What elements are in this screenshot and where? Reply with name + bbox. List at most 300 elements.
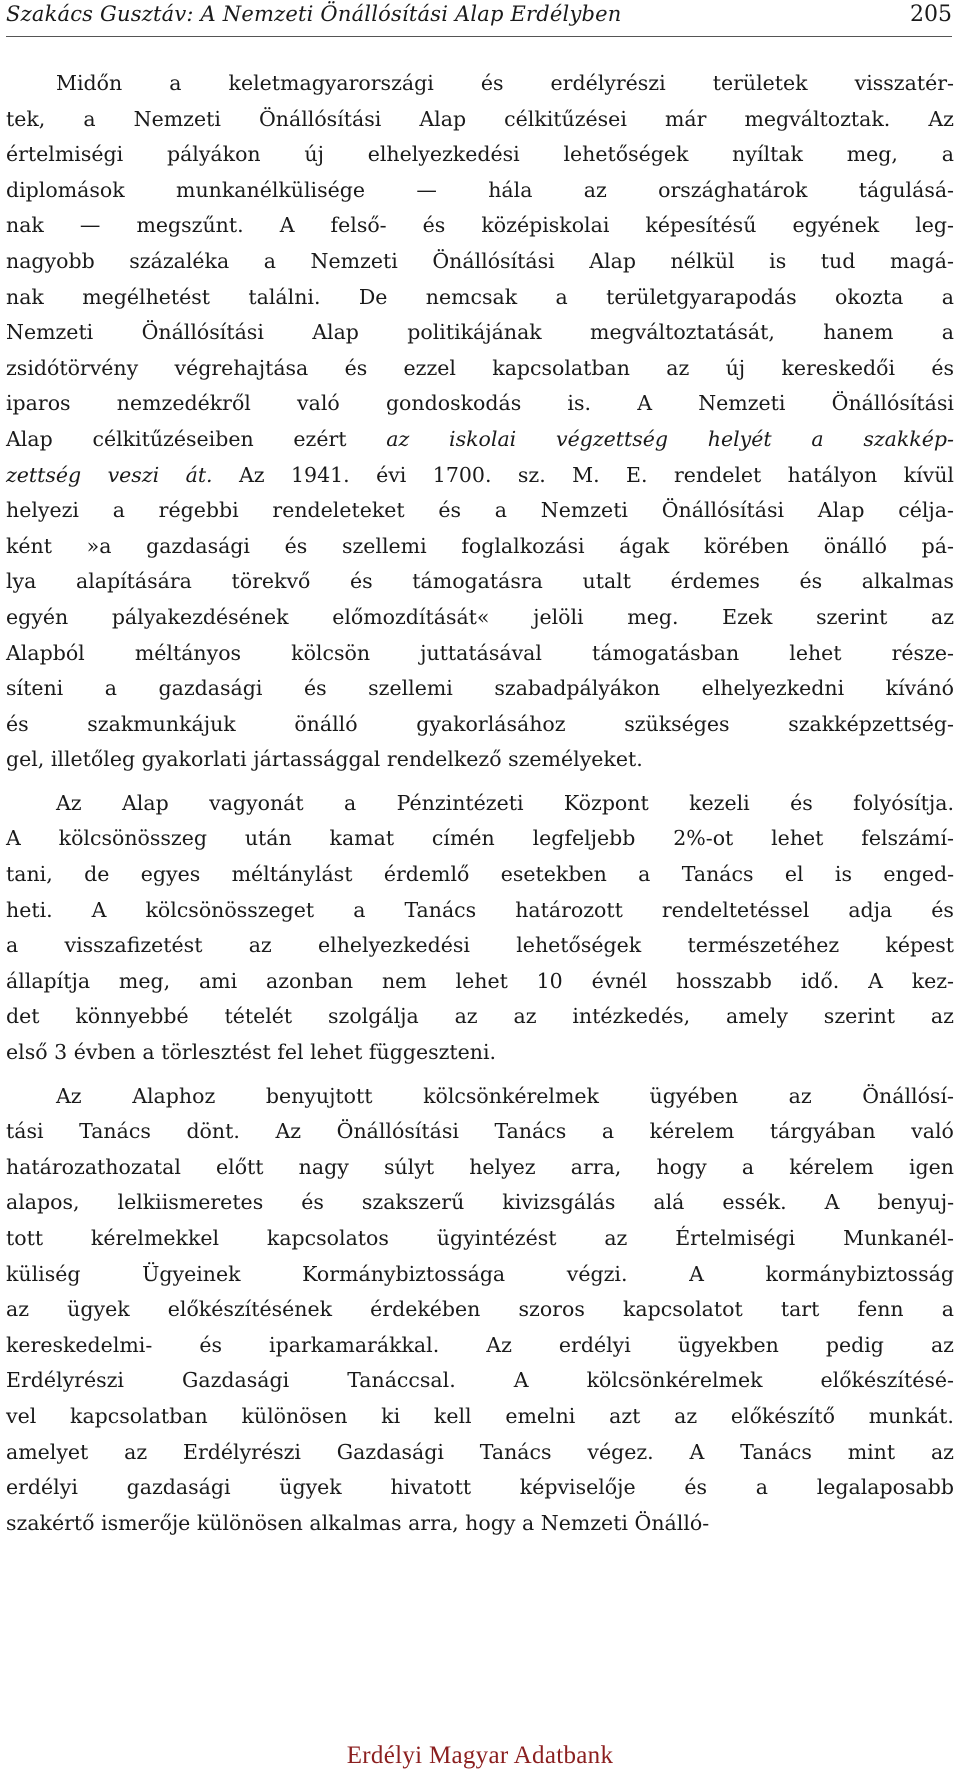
word: és xyxy=(301,1190,324,1215)
word: vel xyxy=(6,1403,37,1428)
word: hosszabb xyxy=(676,968,772,993)
word: százaléka xyxy=(129,248,230,273)
word: Értelmiségi xyxy=(675,1226,796,1250)
word: és xyxy=(344,355,368,380)
word: gyakorlásához xyxy=(416,711,566,736)
word: az xyxy=(666,355,690,380)
word: a xyxy=(941,320,954,345)
word: rendeltetéssel xyxy=(661,897,810,922)
word: zsidótörvény xyxy=(6,355,139,380)
word: szellemi xyxy=(368,676,453,701)
text-line xyxy=(6,244,954,280)
word: jártassággal xyxy=(253,747,381,772)
word: enged- xyxy=(883,862,954,887)
word: is. xyxy=(567,391,592,416)
word: E. xyxy=(626,462,648,487)
word: Tanács xyxy=(740,1439,812,1464)
text-line xyxy=(6,928,954,964)
word: érdekében xyxy=(370,1297,481,1322)
word: függeszteni. xyxy=(368,1040,497,1065)
word: a xyxy=(941,1297,954,1322)
word: ügyintézést xyxy=(436,1226,557,1250)
word: ami xyxy=(198,968,238,993)
word: iparos xyxy=(6,391,71,416)
word: A xyxy=(637,391,653,416)
word: iparkamarákkal. xyxy=(269,1332,440,1357)
word: hanem xyxy=(823,320,894,345)
word: célkitűzéseiben xyxy=(92,426,254,451)
word: szakképzettség- xyxy=(788,711,954,736)
word: az xyxy=(6,1297,30,1322)
word: és xyxy=(6,711,29,736)
word: kezeli xyxy=(689,790,750,815)
word: nak xyxy=(6,213,44,238)
word: Nemzeti xyxy=(310,248,398,273)
word: meg, xyxy=(846,142,898,167)
word: nyíltak xyxy=(732,142,803,167)
word: szükséges xyxy=(624,711,730,736)
text-line xyxy=(6,529,954,565)
text-line xyxy=(6,1506,954,1542)
word: könnyebbé xyxy=(75,1004,189,1029)
word: rendelkező xyxy=(386,747,502,772)
word: tart xyxy=(780,1297,820,1322)
word: erdélyi xyxy=(558,1332,631,1357)
word: Nemzeti xyxy=(540,1510,628,1535)
text-line xyxy=(6,1257,954,1293)
word: támogatásban xyxy=(592,640,740,665)
word: Tanáccsal. xyxy=(347,1368,456,1393)
word: kereskedelmi- xyxy=(6,1332,153,1357)
word: tud xyxy=(820,248,856,273)
word: tételét xyxy=(224,1004,293,1029)
word: Tanács xyxy=(479,1439,552,1464)
text-line xyxy=(6,1114,954,1150)
word: szerint xyxy=(823,1004,896,1029)
word: ügyek xyxy=(67,1297,130,1322)
word: Alaphoz xyxy=(132,1083,216,1108)
word: az xyxy=(674,1403,698,1428)
word: A xyxy=(513,1368,529,1393)
word: Erdélyrészi xyxy=(6,1368,124,1393)
word: nagyobb xyxy=(6,248,95,273)
word: méltánylást xyxy=(231,862,353,887)
word: Alap xyxy=(817,498,865,523)
word: síteni xyxy=(6,676,64,701)
word: okozta xyxy=(835,284,904,309)
word: és xyxy=(790,790,813,815)
word: ismerője xyxy=(101,1510,191,1535)
word: pedig xyxy=(825,1332,884,1357)
word: Önálló- xyxy=(634,1510,710,1535)
word: az xyxy=(930,604,954,629)
text-line xyxy=(6,964,954,1000)
word: kölcsönösszeg xyxy=(58,826,207,851)
word: ezzel xyxy=(403,355,456,380)
word: kívül xyxy=(903,462,954,487)
word: pályákon xyxy=(166,142,261,167)
word: és xyxy=(422,213,446,238)
word: meg. xyxy=(627,604,679,629)
word: Az xyxy=(275,1119,302,1144)
word: iskolai xyxy=(449,426,517,451)
word: a xyxy=(104,676,117,701)
word: tani, xyxy=(6,862,53,887)
text-line xyxy=(6,636,954,672)
word: rendeleteket xyxy=(272,498,405,523)
word: küliség xyxy=(6,1261,81,1286)
text-line xyxy=(6,1470,954,1506)
word: különösen xyxy=(241,1403,348,1428)
word: régebbi xyxy=(158,498,239,523)
word: elhelyezkedési xyxy=(367,142,520,167)
text-line xyxy=(6,999,954,1035)
body-text xyxy=(6,66,954,1541)
text-line xyxy=(6,1185,954,1221)
word: fel xyxy=(277,1040,304,1065)
word: a xyxy=(941,284,954,309)
text-line xyxy=(6,66,954,102)
word: gazdasági xyxy=(126,1475,231,1500)
word: De xyxy=(358,284,388,309)
word: legfeljebb xyxy=(532,826,636,851)
word: Az xyxy=(486,1332,512,1357)
word: az xyxy=(788,1083,812,1108)
word: szakértő xyxy=(6,1510,95,1535)
word: megélhetést xyxy=(82,284,211,309)
word: Nemzeti xyxy=(133,106,221,131)
text-line xyxy=(6,1328,954,1364)
word: és xyxy=(684,1475,708,1500)
word: országhatárok xyxy=(658,177,808,202)
word: Alap xyxy=(122,790,169,815)
text-line xyxy=(6,742,954,778)
text-line xyxy=(6,893,954,929)
word: szolgálja xyxy=(328,1004,419,1029)
word: és xyxy=(284,533,308,558)
word: egyes xyxy=(140,862,201,887)
word: A xyxy=(279,213,295,238)
word: képviselője xyxy=(519,1475,636,1500)
word: kapcsolatban xyxy=(492,355,630,380)
word: munkanélkülisége xyxy=(176,177,366,202)
word: személyeket. xyxy=(508,747,643,772)
word: Az xyxy=(56,1083,82,1108)
word: Pénzintézeti xyxy=(396,790,524,815)
word: Az xyxy=(238,462,265,487)
word: érdemes xyxy=(670,569,760,594)
word: szakszerű xyxy=(361,1190,465,1215)
word: felszámí- xyxy=(861,826,954,851)
word: az xyxy=(930,1439,954,1464)
word: ügyében xyxy=(649,1083,739,1108)
word: — xyxy=(79,213,101,238)
word: lya xyxy=(6,569,37,594)
word: Tanács xyxy=(494,1119,567,1144)
word: évi xyxy=(376,462,407,487)
word: nem xyxy=(381,968,427,993)
word: lehetőségek xyxy=(516,933,642,958)
word: dönt. xyxy=(186,1119,240,1144)
word: amelyet xyxy=(6,1439,89,1464)
word: adja xyxy=(848,897,893,922)
word: Központ xyxy=(563,790,649,815)
text-line xyxy=(6,315,954,351)
word: Tanács xyxy=(404,897,477,922)
word: ki xyxy=(381,1403,401,1428)
word: a xyxy=(941,142,954,167)
word: Kormánybiztossága xyxy=(302,1261,506,1286)
word: és xyxy=(303,676,327,701)
footer-watermark: Erdélyi Magyar Adatbank xyxy=(346,1742,614,1769)
word: Tanács xyxy=(681,862,754,887)
word: képesítésű xyxy=(645,213,757,238)
word: megváltoztak. xyxy=(744,106,891,131)
text-line xyxy=(6,458,954,494)
word: határozott xyxy=(515,897,623,922)
word: az xyxy=(604,1226,628,1250)
word: Önállósítási xyxy=(831,391,954,416)
word: kapcsolatban xyxy=(70,1403,208,1428)
word: — xyxy=(416,177,437,202)
word: törlesztést xyxy=(161,1040,271,1065)
word: pályakezdésének xyxy=(111,604,289,629)
word: Önállósítási xyxy=(336,1119,459,1144)
word: 2%-ot xyxy=(673,826,734,851)
word: ügyek xyxy=(279,1475,342,1500)
word: heti. xyxy=(6,897,53,922)
text-line xyxy=(6,1035,954,1071)
text-line xyxy=(6,600,954,636)
text-line xyxy=(6,102,954,138)
word: a xyxy=(638,862,651,887)
word: Alap xyxy=(312,320,359,345)
word: sz. xyxy=(517,462,546,487)
word: Nemzeti xyxy=(540,498,628,523)
word: vagyonát xyxy=(209,790,304,815)
word: kölcsönkérelmek xyxy=(586,1368,763,1393)
word: Munkanél- xyxy=(843,1226,954,1250)
word: elhelyezkedési xyxy=(318,933,470,958)
word: visszatér- xyxy=(854,71,954,95)
word: értelmiségi xyxy=(6,142,124,167)
word: szellemi xyxy=(341,533,427,558)
word: ügyekben xyxy=(677,1332,779,1357)
text-line xyxy=(6,1292,954,1328)
word: Az xyxy=(56,790,82,815)
word: a xyxy=(555,284,568,309)
word: A xyxy=(868,968,883,993)
word: természetéhez xyxy=(687,933,840,958)
word: hogy xyxy=(656,1154,707,1179)
word: Gazdasági xyxy=(336,1439,444,1464)
word: gel, xyxy=(6,747,45,772)
text-line xyxy=(6,1363,954,1399)
word: és xyxy=(438,498,462,523)
word: Ügyeinek xyxy=(142,1261,241,1286)
text-line xyxy=(6,1399,954,1435)
word: szoros xyxy=(518,1297,585,1322)
word: essék. xyxy=(722,1190,787,1215)
word: amely xyxy=(726,1004,788,1029)
word: keletmagyarországi xyxy=(228,71,434,95)
word: folyósítja. xyxy=(853,790,954,815)
word: Alap xyxy=(6,426,53,451)
word: és xyxy=(480,71,504,95)
word: tárgyában xyxy=(769,1119,876,1144)
word: helyét xyxy=(707,426,772,451)
word: és xyxy=(199,1332,222,1357)
word: A xyxy=(689,1439,705,1464)
word: a xyxy=(263,248,276,273)
word: új xyxy=(725,355,746,380)
word: megváltoztatását, xyxy=(590,320,775,345)
word: A xyxy=(824,1190,840,1215)
word: nemzedékről xyxy=(116,391,251,416)
word: egyén xyxy=(6,604,69,629)
word: pá- xyxy=(921,533,954,558)
text-line xyxy=(6,786,954,822)
word: nélkül xyxy=(670,248,735,273)
word: a xyxy=(353,897,366,922)
word: igen xyxy=(908,1154,954,1179)
word: nagy xyxy=(298,1154,349,1179)
word: előtt xyxy=(216,1154,264,1179)
word: az xyxy=(930,1332,954,1357)
word: nak xyxy=(6,284,44,309)
word: azonban xyxy=(265,968,354,993)
word: tek, xyxy=(6,106,46,131)
word: lehet xyxy=(771,826,824,851)
text-line xyxy=(6,564,954,600)
word: Az xyxy=(928,106,954,131)
word: utalt xyxy=(582,569,631,594)
word: évnél xyxy=(591,968,648,993)
word: benyuj- xyxy=(877,1190,954,1215)
text-line xyxy=(6,707,954,743)
word: erdélyi xyxy=(6,1475,78,1500)
word: lehet xyxy=(455,968,508,993)
word: M. xyxy=(572,462,600,487)
word: érdemlő xyxy=(383,862,470,887)
word: támogatásra xyxy=(412,569,543,594)
word: a xyxy=(755,1475,768,1500)
word: különösen xyxy=(196,1510,303,1535)
word: első xyxy=(6,1040,48,1065)
word: önálló xyxy=(294,711,358,736)
word: szakkép- xyxy=(863,426,954,451)
word: a xyxy=(344,790,357,815)
word: esetekben xyxy=(500,862,607,887)
word: diplomások xyxy=(6,177,125,202)
word: Alap xyxy=(419,106,467,131)
word: Önállósítási xyxy=(432,248,555,273)
word: szakmunkájuk xyxy=(87,711,236,736)
word: mint xyxy=(847,1439,896,1464)
word: Alap xyxy=(589,248,636,273)
word: Erdélyrészi xyxy=(183,1439,301,1464)
text-line xyxy=(6,1435,954,1471)
word: fenn xyxy=(857,1297,904,1322)
word: meg, xyxy=(118,968,171,993)
word: is xyxy=(769,248,787,273)
word: új xyxy=(304,142,324,167)
word: 1700. xyxy=(432,462,492,487)
word: juttatásával xyxy=(420,640,542,665)
word: az xyxy=(930,1004,954,1029)
word: felső- xyxy=(330,213,387,238)
word: arra, xyxy=(408,1510,459,1535)
word: Nemzeti xyxy=(698,391,786,416)
word: gondoskodás xyxy=(385,391,522,416)
word: kölcsönösszeget xyxy=(145,897,315,922)
word: Tanács xyxy=(79,1119,151,1144)
word: végzi. xyxy=(566,1261,628,1286)
word: de xyxy=(84,862,110,887)
word: alkalmas xyxy=(309,1510,402,1535)
word: hivatott xyxy=(390,1475,472,1500)
word: tott xyxy=(6,1226,44,1250)
word: lehet xyxy=(789,640,842,665)
word: végrehajtása xyxy=(174,355,309,380)
word: előmozdítását« xyxy=(332,604,490,629)
word: alkalmas xyxy=(861,569,954,594)
word: tágulásá- xyxy=(858,177,954,202)
word: kívánó xyxy=(885,676,954,701)
word: a xyxy=(169,71,182,95)
word: önálló xyxy=(823,533,887,558)
word: kamat xyxy=(329,826,395,851)
text-line xyxy=(6,493,954,529)
word: el xyxy=(784,862,804,887)
word: az xyxy=(248,933,272,958)
word: végez. xyxy=(587,1439,654,1464)
word: törekvő xyxy=(231,569,311,594)
word: a xyxy=(494,498,508,523)
word: találni. xyxy=(248,284,321,309)
word: kérelmekkel xyxy=(90,1226,220,1250)
word: A xyxy=(91,897,107,922)
word: ezért xyxy=(293,426,347,451)
text-line xyxy=(6,137,954,173)
word: gazdasági xyxy=(158,676,263,701)
word: át. xyxy=(185,462,213,487)
word: középiskolai xyxy=(481,213,610,238)
word: Midőn xyxy=(56,71,123,95)
text-line xyxy=(6,1150,954,1186)
word: súlyt xyxy=(383,1154,435,1179)
text-line xyxy=(6,821,954,857)
word: 1941. xyxy=(291,462,350,487)
text-line xyxy=(6,208,954,244)
word: A xyxy=(6,826,21,851)
word: alapos, xyxy=(6,1190,80,1215)
word: a xyxy=(6,933,19,958)
word: jelöli xyxy=(533,604,584,629)
word: határozathozatal xyxy=(6,1154,181,1179)
word: körében xyxy=(703,533,790,558)
word: erdélyrészi xyxy=(550,71,666,95)
word: való xyxy=(911,1119,954,1144)
word: Alapból xyxy=(6,640,85,665)
word: előkészítésének xyxy=(167,1297,333,1322)
word: kereskedői xyxy=(781,355,896,380)
text-line xyxy=(6,280,954,316)
word: magá- xyxy=(889,248,954,273)
text-line xyxy=(6,173,954,209)
word: évben xyxy=(73,1040,136,1065)
word: ágak xyxy=(619,533,670,558)
